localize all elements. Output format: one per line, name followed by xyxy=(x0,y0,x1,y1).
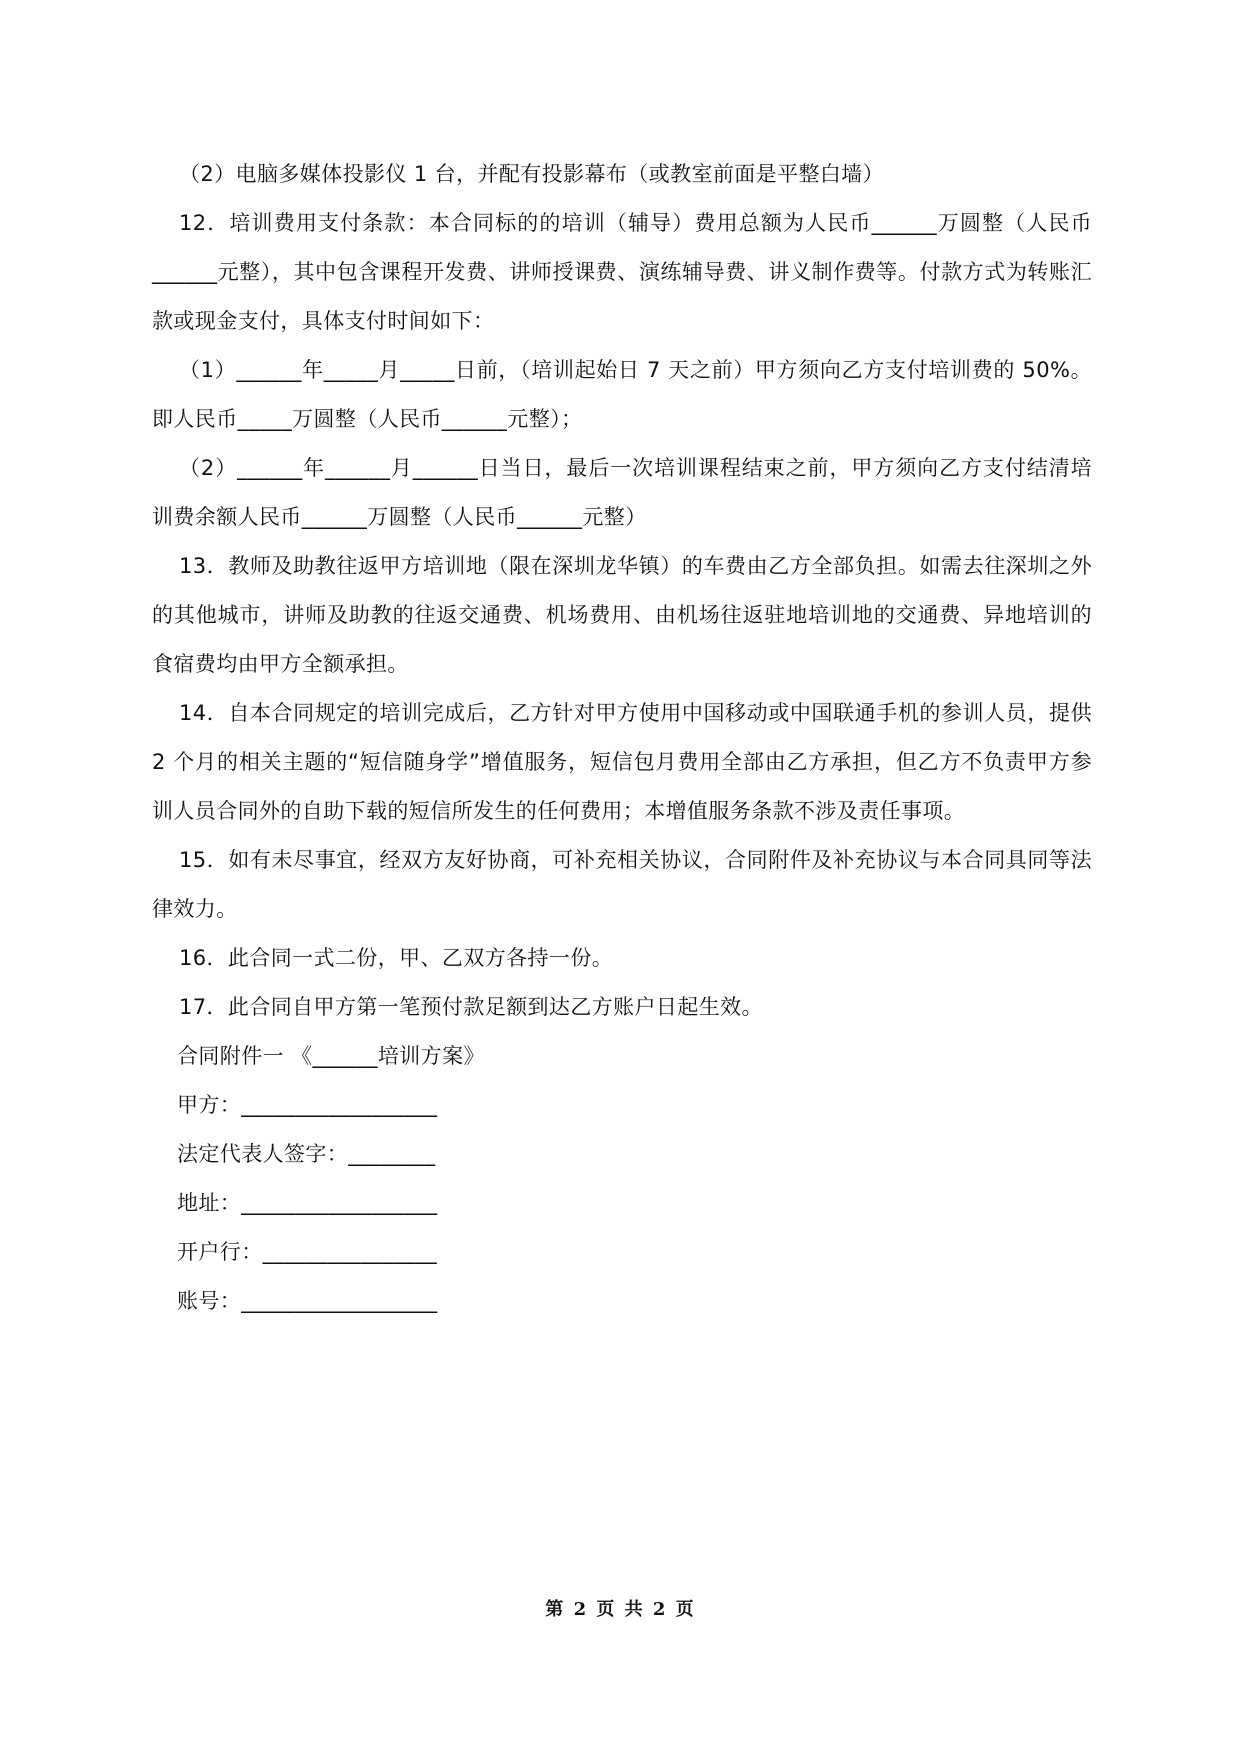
legal-representative-signature-field: 法定代表人签字：________ xyxy=(177,1142,436,1166)
paragraph-14-sms-service: 14．自本合同规定的培训完成后，乙方针对甲方使用中国移动或中国联通手机的参训人员，提供 2 个月的相关主题的“短信随身学”增值服务，短信包月费用全部由乙方承担，但乙方不负责甲方参训人员合同外的自助下载的短信所发生的任何费用；本增值服务条款不涉及责任事项。 xyxy=(152,701,1092,823)
paragraph-payment-first-installment: （1）______年_____月_____日前，（培训起始日 7 天之前）甲方须向乙方支付培训费的 50%。即人民币_____万圆整（人民币______元整）； xyxy=(152,358,1092,431)
account-number-field: 账号：__________________ xyxy=(177,1289,438,1313)
paragraph-16-copies: 16．此合同一式二份，甲、乙双方各持一份。 xyxy=(179,946,614,970)
paragraph-payment-final-installment: （2）______年______月______日当日，最后一次培训课程结束之前，甲方须向乙方支付结清培训费余额人民币______万圆整（人民币______元整） xyxy=(152,456,1092,529)
party-a-field: 甲方：__________________ xyxy=(177,1093,438,1117)
page-number-footer: 第 2 页 共 2 页 xyxy=(545,1599,696,1620)
paragraph-13-travel-costs: 13．教师及助教往返甲方培训地（限在深圳龙华镇）的车费由乙方全部负担。如需去往深圳之外的其他城市，讲师及助教的往返交通费、机场费用、由机场往返驻地培训地的交通费、异地培训的食宿费均由甲方全额承担。 xyxy=(152,554,1092,676)
contract-body xyxy=(152,150,1092,1326)
attachment-line: 合同附件一 《______培训方案》 xyxy=(177,1044,485,1068)
paragraph-17-effective: 17．此合同自甲方第一笔预付款足额到达乙方账户日起生效。 xyxy=(179,995,763,1019)
paragraph-12-payment-terms: 12．培训费用支付条款：本合同标的的培训（辅导）费用总额为人民币______万圆整（人民币______元整），其中包含课程开发费、讲师授课费、演练辅导费、讲义制作费等。付款方式为转账汇款或现金支付，具体支付时间如下： xyxy=(152,211,1092,333)
bank-field: 开户行：________________ xyxy=(177,1240,437,1264)
paragraph-equipment-projector: （2）电脑多媒体投影仪 1 台，并配有投影幕布（或教室前面是平整白墙） xyxy=(179,162,885,186)
address-field: 地址：__________________ xyxy=(177,1191,438,1215)
paragraph-15-supplementary: 15．如有未尽事宜，经双方友好协商，可补充相关协议，合同附件及补充协议与本合同具同等法律效力。 xyxy=(152,848,1092,921)
